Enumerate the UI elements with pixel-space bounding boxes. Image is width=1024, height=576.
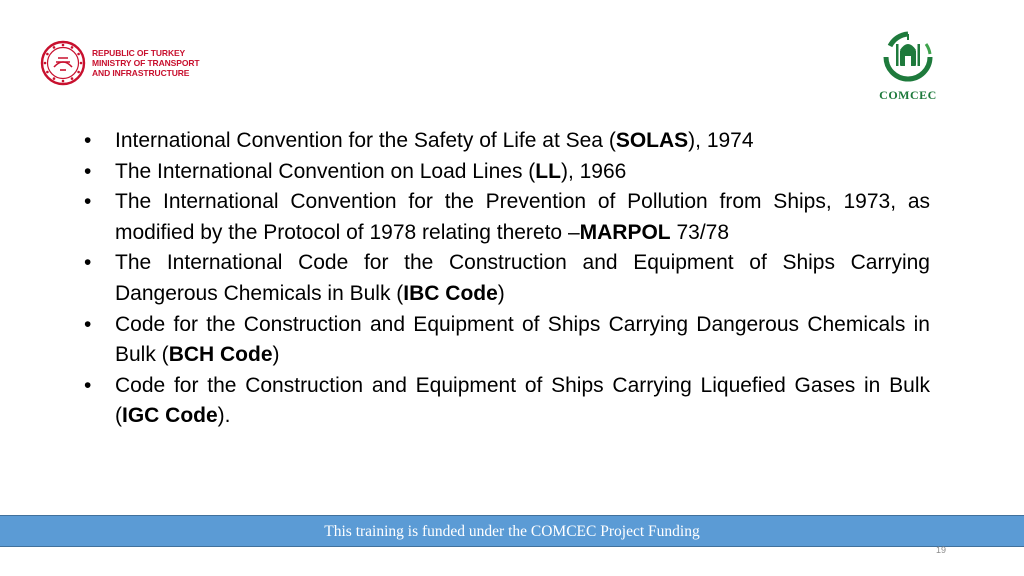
ministry-emblem-icon (40, 40, 86, 86)
convention-list-item (84, 248, 930, 309)
ministry-line-1: REPUBLIC OF TURKEY (92, 48, 186, 58)
convention-list-item (84, 126, 930, 157)
bullet-marker: • (84, 312, 92, 336)
bullet-marker: • (84, 159, 92, 183)
convention-list-item (84, 310, 930, 371)
convention-text: ) (272, 343, 280, 367)
comcec-emblem-icon (876, 28, 940, 86)
convention-text: The International Convention for the Prevention of Pollution from Ships, 1973, as modified by the Protocol of 1978 relating thereto – (115, 190, 930, 244)
page-number: 19 (935, 545, 946, 555)
bullet-marker: • (84, 190, 92, 214)
ministry-line-3: AND INFRASTRUCTURE (92, 68, 190, 78)
convention-acronym: MARPOL (579, 220, 671, 244)
convention-list-item (84, 187, 930, 248)
convention-text: The International Convention on Load Lines ( (115, 159, 536, 183)
bullet-marker: • (84, 129, 92, 152)
ministry-logo (40, 40, 199, 86)
comcec-logo (872, 28, 944, 103)
convention-acronym: BCH Code (168, 343, 273, 367)
convention-list-item (84, 157, 930, 188)
convention-acronym: IGC Code (122, 404, 218, 428)
convention-text: Code for the Construction and Equipment of Ships Carrying Dangerous Chemicals in Bulk ( (115, 312, 930, 367)
convention-text: 73/78 (670, 220, 730, 244)
convention-acronym: SOLAS (615, 129, 689, 152)
convention-text: ) (497, 281, 505, 305)
bullet-marker: • (84, 251, 92, 275)
footer-text: This training is funded under the COMCEC Project Funding (324, 523, 700, 540)
convention-acronym: IBC Code (403, 281, 498, 305)
convention-list-item (84, 371, 930, 432)
convention-acronym: LL (535, 159, 561, 183)
convention-text: ), 1966 (560, 159, 627, 183)
ministry-name (92, 48, 199, 78)
convention-text: International Convention for the Safety of Life at Sea ( (115, 129, 616, 152)
bullet-marker: • (84, 373, 92, 397)
convention-text: The International Code for the Construction and Equipment of Ships Carrying Dangerous Chemicals in Bulk ( (115, 251, 930, 305)
comcec-name: COMCEC (879, 88, 937, 102)
ministry-line-2: MINISTRY OF TRANSPORT (92, 58, 200, 68)
convention-list (84, 126, 930, 432)
convention-text: Code for the Construction and Equipment of Ships Carrying Liquefied Gases in Bulk ( (115, 373, 930, 428)
convention-text: ). (217, 404, 231, 428)
convention-text: ), 1974 (688, 129, 754, 152)
footer-bar (0, 515, 1024, 547)
